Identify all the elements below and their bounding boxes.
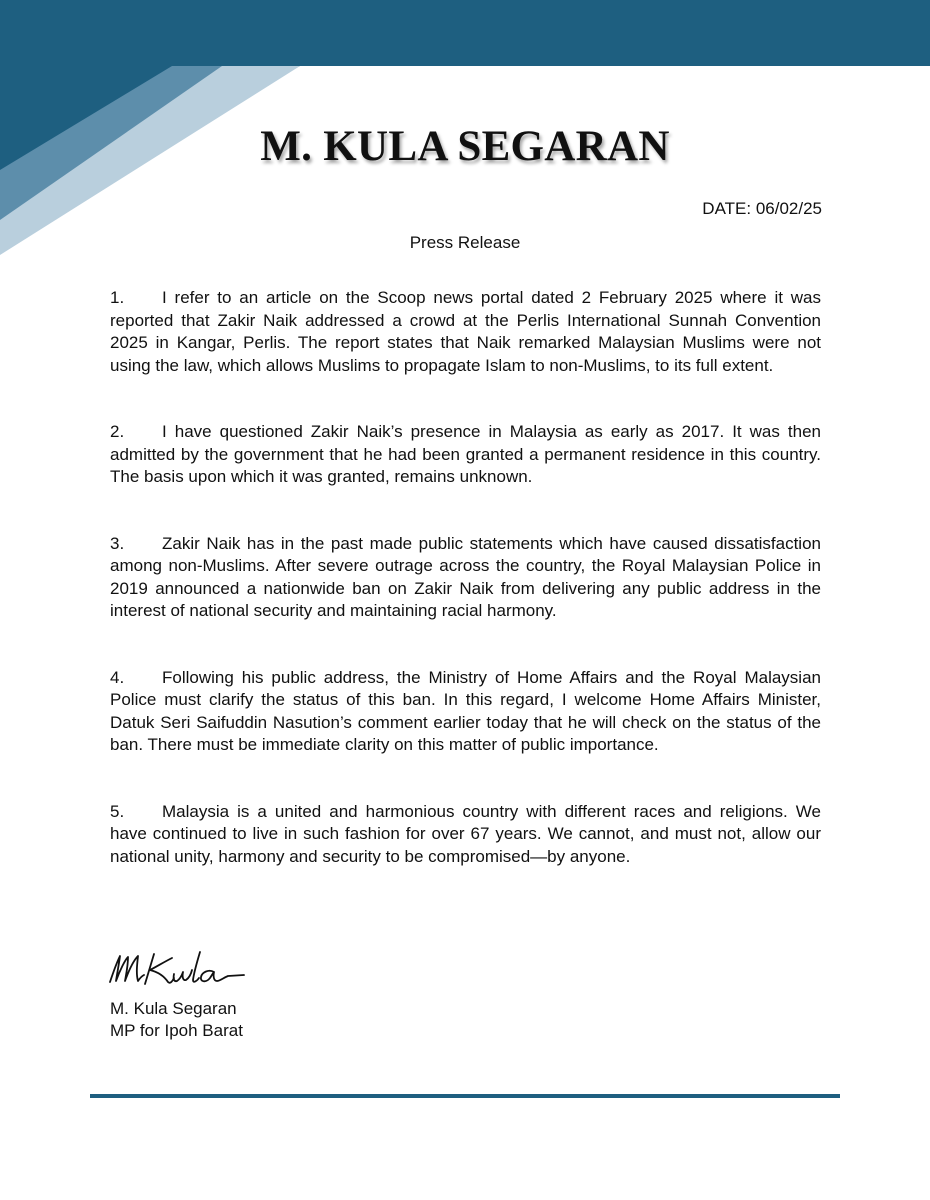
paragraph-2 [110,421,821,489]
paragraph-text: Zakir Naik has in the past made public statements which have caused dissatisfaction among non-Muslims. After severe outrage across the country, the Royal Malaysian Police in 2019 announced a nationwide ban on Zakir Naik from delivering any public address in the interest of national security and maintaining racial harmony. [110,533,821,620]
paragraph-number: 3. [110,533,125,553]
paragraph-3 [110,533,821,623]
paragraph-text: Following his public address, the Ministry of Home Affairs and the Royal Malaysian Police must clarify the status of this ban. In this regard, I welcome Home Affairs Minister, Datuk Seri Saifuddin Nasution’s comment earlier today that he will check on the status of the ban. There must be immediate clarity on this matter of public importance. [110,667,821,754]
document-type: Press Release [409,233,521,252]
paragraph-4 [110,667,821,757]
paragraph-1 [110,287,821,377]
paragraph-number: 1. [110,288,125,307]
footer-divider [90,1094,840,1098]
letterhead-title: M. KULA SEGARAN [260,123,670,170]
signer-role: MP for Ipoh Barat [110,1021,243,1040]
paragraph-text: I refer to an article on the Scoop news portal dated 2 February 2025 where it was reported that Zakir Naik addressed a crowd at the Perlis International Sunnah Convention 2025 in Kangar, Perlis. The report states that Naik remarked Malaysian Muslims were not using the law, which allows Muslims to propagate Islam to non-Muslims, to its full extent. [110,288,821,375]
date-line: DATE: 06/02/25 [702,199,822,218]
press-release-body [110,287,821,912]
handwritten-signature [104,948,254,998]
paragraph-text: I have questioned Zakir Naik’s presence in Malaysia as early as 2017. It was then admitted by the government that he had been granted a permanent residence in this country. The basis upon which it was granted, remains unknown. [110,422,821,486]
paragraph-text: Malaysia is a united and harmonious country with different races and religions. We have continued to live in such fashion for over 67 years. We cannot, and must not, allow our national unity, harmony and security to be compromised—by anyone. [110,801,821,866]
signer-name: M. Kula Segaran [110,999,237,1018]
paragraph-number: 4. [110,667,125,687]
paragraph-number: 2. [110,422,125,441]
signer-block [110,998,243,1042]
paragraph-5 [110,801,821,869]
paragraph-number: 5. [110,801,125,821]
